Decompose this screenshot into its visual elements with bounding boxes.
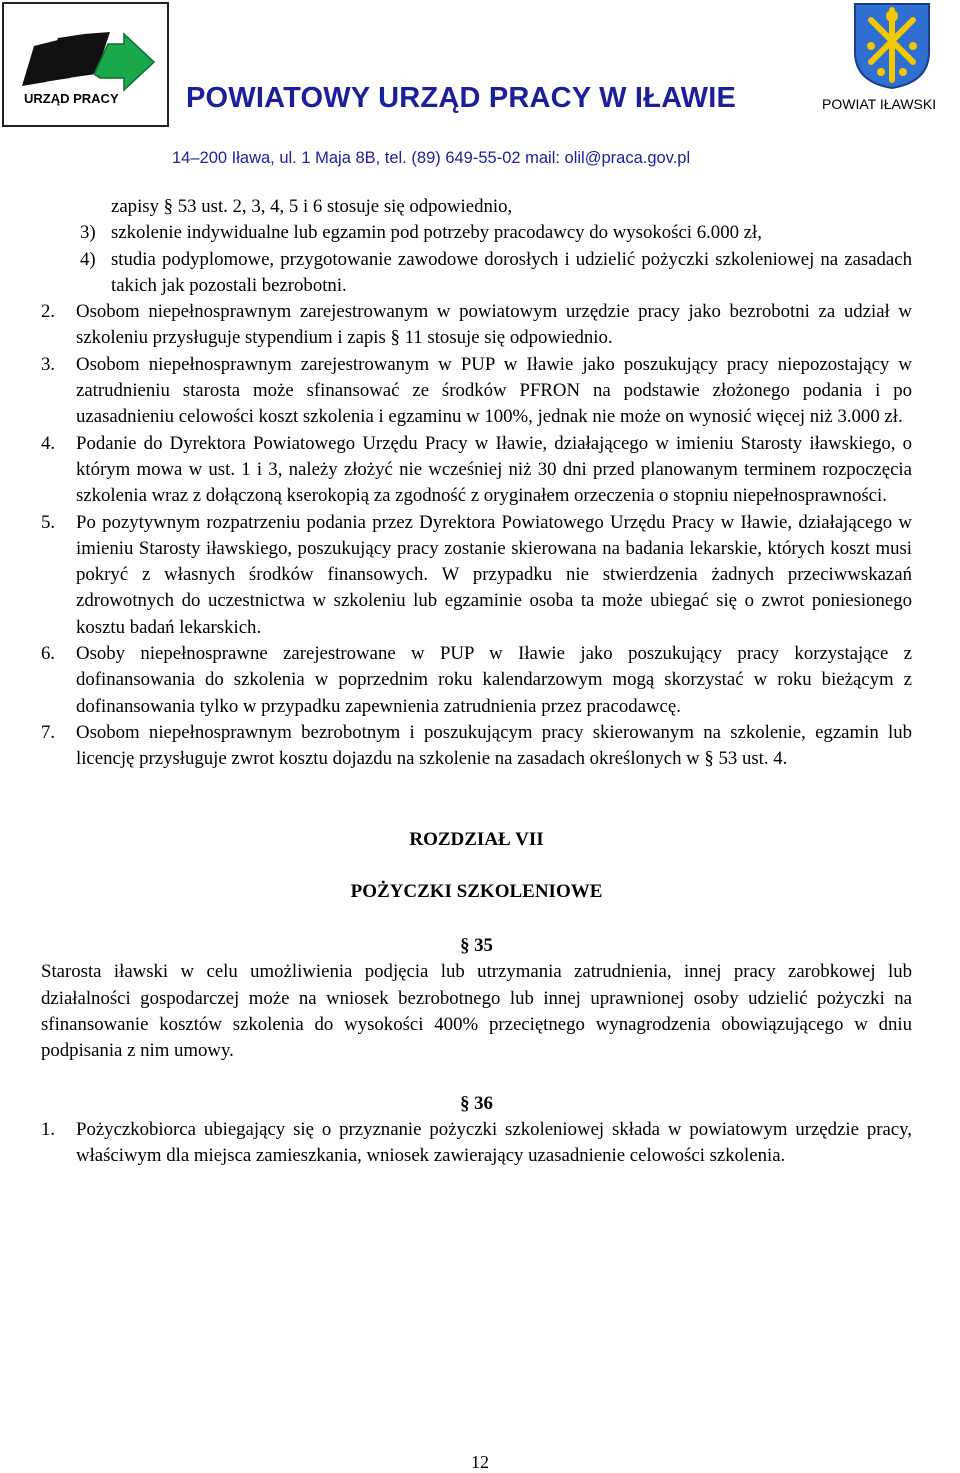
county-label: POWIAT IŁAWSKI — [822, 96, 937, 112]
chapter-title: ROZDZIAŁ VII — [409, 828, 544, 850]
section-36-label: § 36 — [460, 1092, 493, 1114]
letterhead — [0, 0, 960, 175]
continuation-line: zapisy § 53 ust. 2, 3, 4, 5 i 6 stosuje się odpowiednio, — [111, 196, 513, 217]
paragraph-6: 6. Osoby niepełnosprawne zarejestrowane w PUP w Iławie jako poszukujący pracy korzystające z dofinansowania do szkolenia w poprzednim roku kalendarzowym mogą skorzystać w roku bieżącym z dofinansowania tylko w przypadku zapewnienia zatrudnienia przez pracodawcę. — [41, 643, 912, 717]
section-36-item-1: 1. Pożyczkobiorca ubiegający się o przyznanie pożyczki szkoleniowej składa w powiatowym urzędzie pracy, właściwym dla miejsca zamieszkania, wniosek zawierający uzasadnienie celowości szkolenia. — [41, 1118, 912, 1167]
list-item-4: 4) studia podyplomowe, przygotowanie zawodowe dorosłych i udzielić pożyczki szkoleniowej na zasadach takich jak pozostali bezrobotni. — [80, 248, 912, 296]
paragraph-2: 2. Osobom niepełnosprawnym zarejestrowanym w powiatowym urzędzie pracy jako bezrobotni za udział w szkoleniu przysługuje stypendium i zapis § 11 stosuje się odpowiednio. — [41, 301, 912, 349]
chapter-subtitle: POŻYCZKI SZKOLENIOWE — [350, 880, 603, 902]
page-number: 12 — [471, 1452, 489, 1472]
paragraph-4: 4. Podanie do Dyrektora Powiatowego Urzędu Pracy w Iławie, działającego w imieniu Starosty iławskiego, o którym mowa w ust. 1 i 3, należy złożyć nie wcześniej niż 30 dni przed planowanym terminem rozpoczęcia szkolenia wraz z dołączoną kserokopią za zgodność z oryginałem orzeczenia o stopniu niepełnosprawności. — [41, 432, 912, 507]
paragraph-5: 5. Po pozytywnym rozpatrzeniu podania przez Dyrektora Powiatowego Urzędu Pracy w Iławie, działającego w imieniu Starosty iławskiego, poszukujący pracy zostanie skierowana na badania lekarskie, których koszt musi pokryć z własnych środków finansowych. W przypadku nie stwierdzenia żadnych przeciwwskazań zdrowotnych do uczestnictwa w szkoleniu lub egzaminie osoba ta może ubiegać się o zwrot poniesionego kosztu badań lekarskich. — [41, 511, 912, 638]
section-35-text: Starosta iławski w celu umożliwienia podjęcia lub utrzymania zatrudnienia, innej pracy zarobkowej lub działalności gospodarczej może na wniosek bezrobotnego lub innej uprawnionej osoby udzielić pożyczki na sfinansowanie kosztów szkolenia do wysokości 400% przeciętnego wynagrodzenia obowiązującego w dniu podpisania z nim umowy. — [41, 961, 912, 1062]
office-title: POWIATOWY URZĄD PRACY W IŁAWIE — [186, 82, 737, 114]
section-35-label: § 35 — [460, 935, 493, 957]
document-body — [41, 194, 912, 1170]
contact-line: 14–200 Iława, ul. 1 Maja 8B, tel. (89) 649-55-02 mail: olil@praca.gov.pl — [172, 149, 691, 167]
coat-of-arms-icon — [853, 2, 931, 90]
paragraph-7: 7. Osobom niepełnosprawnym bezrobotnym i poszukującym pracy skierowanym na szkolenie, egzamin lub licencję przysługuje zwrot kosztu dojazdu na szkolenie na zasadach określonych w § 53 ust. 4. — [41, 721, 912, 770]
urzad-pracy-logo — [2, 2, 169, 127]
paragraph-3: 3. Osobom niepełnosprawnym zarejestrowanym w PUP w Iławie jako poszukujący pracy niepozostający w zatrudnieniu starosta może sfinansować ze środków PFRON na podstawie złożonego podania i po uzasadnieniu celowości koszt szkolenia i egzaminu w 100%, jednak nie może on wynosić więcej niż 3.000 zł. — [41, 353, 912, 428]
list-item-3: 3) szkolenie indywidualne lub egzamin pod potrzeby pracodawcy do wysokości 6.000 zł, — [80, 222, 762, 244]
logo-text: URZĄD PRACY — [24, 91, 119, 106]
logo-graphic — [4, 4, 167, 125]
